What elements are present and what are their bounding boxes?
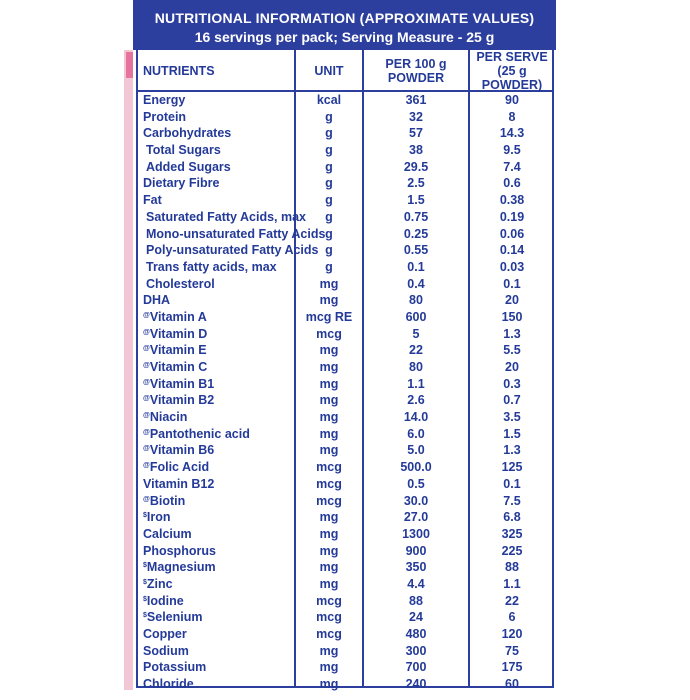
per-serve-cell: 3.5 xyxy=(503,410,521,425)
nutrient-name xyxy=(143,125,231,142)
per-100g-cell: 5 xyxy=(412,326,420,341)
nutrient-label: Magnesium xyxy=(146,560,216,575)
unit-cell: mcg xyxy=(316,326,342,341)
unit-cell: g xyxy=(325,143,333,158)
nutrient-label: Vitamin B12 xyxy=(143,476,215,491)
nutrient-label: Total Sugars xyxy=(146,143,221,158)
nutrient-label: Iron xyxy=(146,510,171,525)
unit-cell: g xyxy=(325,109,333,124)
nutrient-name xyxy=(143,175,219,192)
unit-cell: g xyxy=(325,126,333,141)
nutrient-label: Phosphorus xyxy=(143,543,216,558)
per-serve-cell: 0.03 xyxy=(499,259,525,274)
table-row xyxy=(138,209,552,226)
footnote-mark: @ xyxy=(143,328,150,336)
per-serve-cell: 225 xyxy=(501,543,523,558)
header-per-serve xyxy=(470,52,554,90)
per-serve-cell: 0.06 xyxy=(499,226,525,241)
header-per-serve-line2: (25 g POWDER) xyxy=(481,64,543,92)
nutrient-label: Biotin xyxy=(149,493,186,508)
unit-cell: mg xyxy=(319,677,339,692)
nutrient-name xyxy=(143,109,186,126)
per-100g-cell: 14.0 xyxy=(403,410,429,425)
table-row xyxy=(138,125,552,142)
table-row xyxy=(138,459,552,476)
per-100g-cell: 350 xyxy=(405,560,427,575)
per-100g-cell: 80 xyxy=(409,360,423,374)
footnote-mark: $ xyxy=(143,562,147,570)
per-100g-cell: 0.75 xyxy=(403,209,429,224)
per-serve-cell: 0.6 xyxy=(503,176,521,191)
footnote-mark: @ xyxy=(143,362,150,369)
table-row xyxy=(138,175,552,192)
nutrient-label: Vitamin A xyxy=(149,309,207,324)
nutrient-name xyxy=(146,209,306,226)
nutrient-label: Vitamin B6 xyxy=(149,443,215,458)
per-serve-cell: 6 xyxy=(508,610,516,625)
table-row xyxy=(138,659,552,676)
nutrient-label: Vitamin B1 xyxy=(149,376,215,391)
footnote-mark: $ xyxy=(143,612,147,620)
per-serve-cell: 7.5 xyxy=(503,493,521,508)
unit-cell: mcg xyxy=(316,593,342,608)
table-row xyxy=(138,543,552,560)
per-100g-cell: 0.5 xyxy=(407,476,425,491)
nutrient-name xyxy=(143,576,173,593)
per-100g-cell: 24 xyxy=(409,610,423,625)
per-100g-cell: 900 xyxy=(405,543,427,558)
per-100g-cell: 0.4 xyxy=(407,276,425,291)
per-100g-cell: 2.5 xyxy=(407,176,425,191)
per-serve-cell: 7.4 xyxy=(503,159,521,174)
footnote-mark: $ xyxy=(143,578,147,586)
table-row xyxy=(138,242,552,259)
footnote-mark: @ xyxy=(143,462,150,470)
per-serve-cell: 1.3 xyxy=(503,443,521,458)
unit-cell: mg xyxy=(319,393,339,408)
nutrient-name xyxy=(143,192,162,209)
nutrient-name xyxy=(146,159,231,176)
nutrient-name xyxy=(143,643,189,660)
nutrient-label: Saturated Fatty Acids, max xyxy=(146,209,307,224)
per-serve-cell: 14.3 xyxy=(499,126,525,141)
unit-cell: mg xyxy=(319,526,339,541)
nutrient-label: Selenium xyxy=(146,610,203,625)
footnote-mark: $ xyxy=(143,595,147,603)
per-100g-cell: 0.1 xyxy=(407,259,425,274)
table-row xyxy=(138,626,552,643)
nutrient-name xyxy=(143,493,185,510)
nutrient-name xyxy=(146,142,221,159)
unit-cell: g xyxy=(325,226,333,241)
unit-cell: mg xyxy=(319,293,339,308)
nutrient-label: Vitamin B2 xyxy=(149,393,215,408)
nutrient-label: Folic Acid xyxy=(149,460,210,475)
nutrient-label: Copper xyxy=(143,627,187,641)
unit-cell: mg xyxy=(319,660,339,675)
nutrient-label: Vitamin C xyxy=(149,360,208,374)
unit-cell: mg xyxy=(319,410,339,425)
per-100g-cell: 0.25 xyxy=(403,226,429,241)
unit-cell: mg xyxy=(319,426,339,441)
footnote-mark: @ xyxy=(143,311,150,319)
unit-cell: mcg xyxy=(316,627,342,641)
per-100g-cell: 1.5 xyxy=(407,193,425,208)
per-100g-cell: 27.0 xyxy=(403,510,429,525)
per-serve-cell: 60 xyxy=(505,677,519,692)
unit-cell: mg xyxy=(319,543,339,558)
nutrient-name xyxy=(143,526,192,543)
per-100g-cell: 29.5 xyxy=(403,159,429,174)
table-row xyxy=(138,593,552,610)
per-serve-cell: 0.1 xyxy=(503,476,521,491)
table-row xyxy=(138,192,552,209)
header-unit: UNIT xyxy=(314,64,344,78)
nutrient-label: DHA xyxy=(143,293,171,308)
footnote-mark: $ xyxy=(143,512,147,520)
footnote-mark: @ xyxy=(143,378,150,386)
nutrition-banner xyxy=(133,0,556,50)
unit-cell: mg xyxy=(319,643,339,658)
header-per-100g xyxy=(364,52,468,90)
table-row xyxy=(138,493,552,510)
table-row xyxy=(138,359,552,376)
table-row xyxy=(138,292,552,309)
unit-cell: mcg xyxy=(316,476,342,491)
table-row xyxy=(138,92,552,109)
unit-cell: g xyxy=(325,193,333,208)
per-serve-cell: 1.1 xyxy=(503,576,521,591)
unit-cell: mg xyxy=(319,343,339,358)
per-100g-cell: 4.4 xyxy=(407,576,425,591)
unit-cell: mg xyxy=(319,560,339,575)
table-row xyxy=(138,259,552,276)
per-100g-cell: 700 xyxy=(405,660,427,675)
side-decoration-strip xyxy=(124,50,133,690)
header-per-serve-line1: PER SERVE xyxy=(476,50,548,64)
unit-cell: mcg RE xyxy=(305,309,353,324)
unit-cell: kcal xyxy=(316,93,342,107)
footnote-mark: @ xyxy=(143,495,150,503)
per-serve-cell: 5.5 xyxy=(503,343,521,358)
table-row xyxy=(138,576,552,593)
nutrient-name xyxy=(143,659,206,676)
per-100g-cell: 2.6 xyxy=(407,393,425,408)
nutrient-label: Zinc xyxy=(146,576,173,591)
table-row xyxy=(138,426,552,443)
table-row xyxy=(138,476,552,493)
unit-cell: g xyxy=(325,209,333,224)
unit-cell: mg xyxy=(319,376,339,391)
unit-cell: mcg xyxy=(316,460,342,475)
table-row xyxy=(138,376,552,393)
nutrient-label: Sodium xyxy=(143,643,189,658)
unit-cell: mg xyxy=(319,576,339,591)
table-row xyxy=(138,676,552,693)
table-row xyxy=(138,392,552,409)
per-100g-cell: 22 xyxy=(409,343,423,358)
nutrient-label: Poly-unsaturated Fatty Acids xyxy=(146,243,319,258)
nutrient-name xyxy=(143,342,207,359)
per-serve-cell: 175 xyxy=(501,660,523,675)
per-serve-cell: 150 xyxy=(501,309,523,324)
table-row xyxy=(138,509,552,526)
nutrient-name xyxy=(143,593,184,610)
nutrient-name xyxy=(143,309,207,326)
per-serve-cell: 0.3 xyxy=(503,376,521,391)
nutrient-label: Pantothenic acid xyxy=(149,426,250,441)
per-100g-cell: 361 xyxy=(405,93,427,107)
footnote-mark: @ xyxy=(143,412,150,420)
per-100g-cell: 32 xyxy=(409,109,423,124)
nutrient-label: Vitamin E xyxy=(149,343,207,358)
nutrient-name xyxy=(143,376,214,393)
per-100g-cell: 600 xyxy=(405,309,427,324)
per-100g-cell: 80 xyxy=(409,293,423,308)
nutrient-label: Trans fatty acids, max xyxy=(146,259,277,274)
table-row xyxy=(138,342,552,359)
table-row xyxy=(138,109,552,126)
unit-cell: mg xyxy=(319,276,339,291)
unit-cell: mg xyxy=(319,510,339,525)
nutrient-name xyxy=(143,292,170,309)
per-serve-cell: 0.14 xyxy=(499,243,525,258)
unit-cell: mcg xyxy=(316,493,342,508)
nutrient-name xyxy=(143,476,214,493)
table-row xyxy=(138,142,552,159)
table-row xyxy=(138,226,552,243)
per-serve-cell: 0.7 xyxy=(503,393,521,408)
banner-title: NUTRITIONAL INFORMATION (APPROXIMATE VALUES) xyxy=(154,10,535,26)
nutrient-label: Energy xyxy=(143,93,186,107)
nutrient-name xyxy=(143,543,216,560)
per-100g-cell: 38 xyxy=(409,143,423,158)
nutrient-name xyxy=(143,676,194,693)
nutrient-label: Cholesterol xyxy=(146,276,215,291)
table-row xyxy=(138,442,552,459)
table-row xyxy=(138,309,552,326)
nutrient-label: Carbohydrates xyxy=(143,126,232,141)
unit-cell: mg xyxy=(319,443,339,458)
per-serve-cell: 90 xyxy=(505,93,519,107)
nutrient-label: Mono-unsaturated Fatty Acids xyxy=(146,226,326,241)
per-serve-cell: 20 xyxy=(505,360,519,374)
nutrient-name xyxy=(143,92,185,109)
unit-cell: g xyxy=(325,159,333,174)
per-100g-cell: 1.1 xyxy=(407,376,425,391)
per-100g-cell: 30.0 xyxy=(403,493,429,508)
per-100g-cell: 240 xyxy=(405,677,427,692)
nutrient-name xyxy=(143,559,216,576)
per-serve-cell: 75 xyxy=(505,643,519,658)
nutrient-label: Added Sugars xyxy=(146,159,231,174)
per-100g-cell: 480 xyxy=(405,627,427,641)
per-serve-cell: 0.1 xyxy=(503,276,521,291)
nutrient-name xyxy=(143,459,209,476)
unit-cell: mg xyxy=(319,360,339,374)
per-serve-cell: 120 xyxy=(501,627,523,641)
header-nutrients: NUTRIENTS xyxy=(143,64,215,78)
footnote-mark: @ xyxy=(143,428,150,436)
nutrient-label: Calcium xyxy=(143,526,192,541)
per-serve-cell: 20 xyxy=(505,293,519,308)
per-serve-cell: 0.19 xyxy=(499,209,525,224)
per-serve-cell: 325 xyxy=(501,526,523,541)
per-100g-cell: 1300 xyxy=(402,526,430,541)
nutrient-label: Iodine xyxy=(146,593,184,608)
nutrient-label: Vitamin D xyxy=(149,326,208,341)
nutrient-name xyxy=(146,242,319,259)
nutrient-name xyxy=(143,426,250,443)
per-serve-cell: 88 xyxy=(505,560,519,575)
unit-cell: g xyxy=(325,259,333,274)
footnote-mark: @ xyxy=(143,345,150,353)
per-serve-cell: 6.8 xyxy=(503,510,521,525)
per-serve-cell: 125 xyxy=(501,460,523,475)
side-decoration-accent xyxy=(126,52,133,78)
unit-cell: mcg xyxy=(316,610,342,625)
nutrient-name xyxy=(143,392,214,409)
per-100g-cell: 0.55 xyxy=(403,243,429,258)
table-row xyxy=(138,643,552,660)
table-row xyxy=(138,409,552,426)
nutrient-name xyxy=(146,259,277,276)
per-100g-cell: 88 xyxy=(409,593,423,608)
banner-serving-info: 16 servings per pack; Serving Measure - 25 g xyxy=(194,29,495,45)
nutrient-name xyxy=(143,609,202,626)
nutrient-rows xyxy=(138,92,552,693)
per-serve-cell: 0.38 xyxy=(499,193,525,208)
per-100g-cell: 500.0 xyxy=(400,460,432,475)
per-serve-cell: 1.3 xyxy=(503,326,521,341)
per-100g-cell: 6.0 xyxy=(407,426,425,441)
table-row xyxy=(138,526,552,543)
nutrient-label: Dietary Fibre xyxy=(143,176,220,191)
nutrient-label: Potassium xyxy=(143,660,207,675)
footnote-mark: @ xyxy=(143,395,150,403)
per-serve-cell: 22 xyxy=(505,593,519,608)
nutrient-name xyxy=(143,326,207,343)
table-row xyxy=(138,609,552,626)
per-serve-cell: 8 xyxy=(508,109,516,124)
header-per-100g-line2: POWDER xyxy=(387,71,445,85)
nutrient-label: Niacin xyxy=(149,410,188,425)
table-row xyxy=(138,276,552,293)
per-100g-cell: 300 xyxy=(405,643,427,658)
nutrient-label: Protein xyxy=(143,109,187,124)
table-row xyxy=(138,159,552,176)
per-100g-cell: 57 xyxy=(409,126,423,141)
nutrient-label: Chloride xyxy=(143,677,194,692)
per-100g-cell: 5.0 xyxy=(407,443,425,458)
header-per-100g-line1: PER 100 g xyxy=(385,57,447,71)
unit-cell: g xyxy=(325,176,333,191)
nutrient-name xyxy=(143,626,187,643)
footnote-mark: @ xyxy=(143,445,150,453)
nutrient-name xyxy=(143,359,207,376)
table-row xyxy=(138,559,552,576)
nutrient-name xyxy=(146,276,215,293)
unit-cell: g xyxy=(325,243,333,258)
per-serve-cell: 9.5 xyxy=(503,143,521,158)
table-row xyxy=(138,326,552,343)
per-serve-cell: 1.5 xyxy=(503,426,521,441)
nutrient-name xyxy=(143,509,171,526)
nutrient-name xyxy=(143,409,187,426)
nutrient-name xyxy=(143,442,214,459)
nutrient-label: Fat xyxy=(143,193,162,208)
